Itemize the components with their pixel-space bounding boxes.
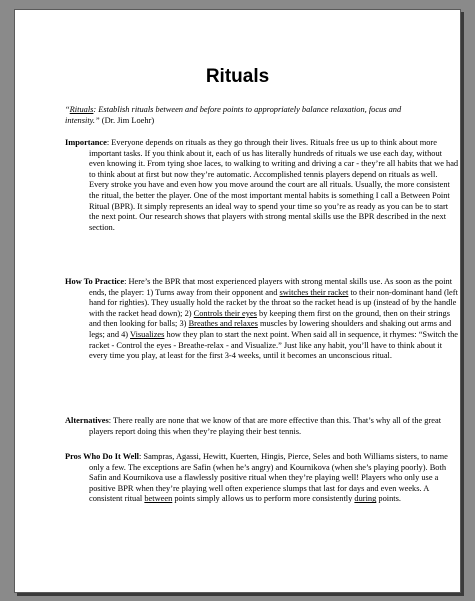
how-text-4: muscles by lowering shoulders and shaking out arms and legs; and 4)	[89, 319, 452, 339]
pros-text-1: : Sampras, Agassi, Hewitt, Kuerten, Hingis, Pierce, Seles and both Williams sisters, to name only a few. The exceptions are Safin (when he’s angry) and Kournikova (when she’s playing poorly). Both Safin and Kournikova use a flawlessly positive ritual when they’re playing well! Players who only use a positive BPR when they’re playing well often experience slumps that last for days and even weeks. A consistent ritual	[89, 452, 448, 504]
importance-body: : Everyone depends on rituals as they go through their lives. Rituals free us up to think about more important tasks. If you think about it, each of us has literally hundreds of rituals we use each day, without even knowing it. From tying shoe laces, to walking to writing and driving a car - they’re all habits that we had to think about at first but now they’re automatic. Accomplished tennis players depend on rituals as well. Every stroke you have and even how you move around the court are all rituals. Usually, the more consistent the ritual, the better the player. One of the most important mental habits is something I call a Between Point Ritual (BPR). It simply represents an ideal way to spend your time so you’re as ready as you can be to start the next point. Our research shows that players with strong mental skills use the BPR described in the next section.	[89, 138, 459, 232]
quote-term: Rituals	[69, 105, 94, 114]
quote-text: : Establish rituals between and before points to appropriately balance relaxation, focus and intensity.	[65, 105, 402, 125]
section-pros	[65, 452, 459, 505]
quote-author: (Dr. Jim Loehr)	[99, 115, 155, 125]
quote-open: “	[65, 105, 70, 114]
how-text-2: to their non-dominant hand (left hand for righties). They usually hold the racket by the throat so the racket head is up (instead of by the handle with the racket head down); 2)	[89, 287, 458, 318]
section-how-to-practice	[65, 277, 459, 362]
how-text-1: : Here’s the BPR that most experienced players with strong mental skills use. As soon as the point ends, the player: 1) Turns away from their opponent and	[89, 277, 453, 297]
how-underline-4: Visualizes	[130, 329, 165, 339]
pros-text-3: points.	[376, 494, 401, 504]
document-page	[14, 9, 461, 593]
epigraph-quote	[65, 105, 427, 126]
pros-heading: Pros Who Do It Well	[65, 452, 139, 461]
importance-heading: Importance	[65, 138, 107, 147]
how-underline-1: switches their racket	[279, 287, 349, 297]
section-alternatives	[65, 416, 459, 437]
alternatives-body: : There really are none that we know of that are more effective than this. That’s why all of the great players report doing this when they’re playing their best tennis.	[89, 416, 442, 436]
pros-underline-1: between	[144, 494, 173, 504]
how-heading: How To Practice	[65, 277, 125, 286]
quote-close: ”	[95, 115, 100, 125]
how-underline-3: Breathes and relaxes	[188, 319, 258, 329]
pros-text-2: points simply allows us to perform more consistently	[172, 494, 355, 504]
pros-underline-2: during	[354, 494, 377, 504]
how-text-5: how they plan to start the next point. When said all in sequence, it rhymes: “Switch the racket - Control the eyes - Breathe-relax - and Visualize.” Just like any habit, you’ll have to think about it every time you play, at least for the first 3-4 weeks, until it becomes an unconscious ritual.	[89, 329, 459, 361]
page-title: Rituals	[205, 66, 270, 87]
how-underline-2: Controls their eyes	[193, 308, 257, 318]
alternatives-heading: Alternatives	[65, 416, 109, 425]
how-text-3: by keeping them first on the ground, then on their strings and then looking for balls; 3)	[89, 308, 450, 329]
section-importance	[65, 138, 459, 233]
